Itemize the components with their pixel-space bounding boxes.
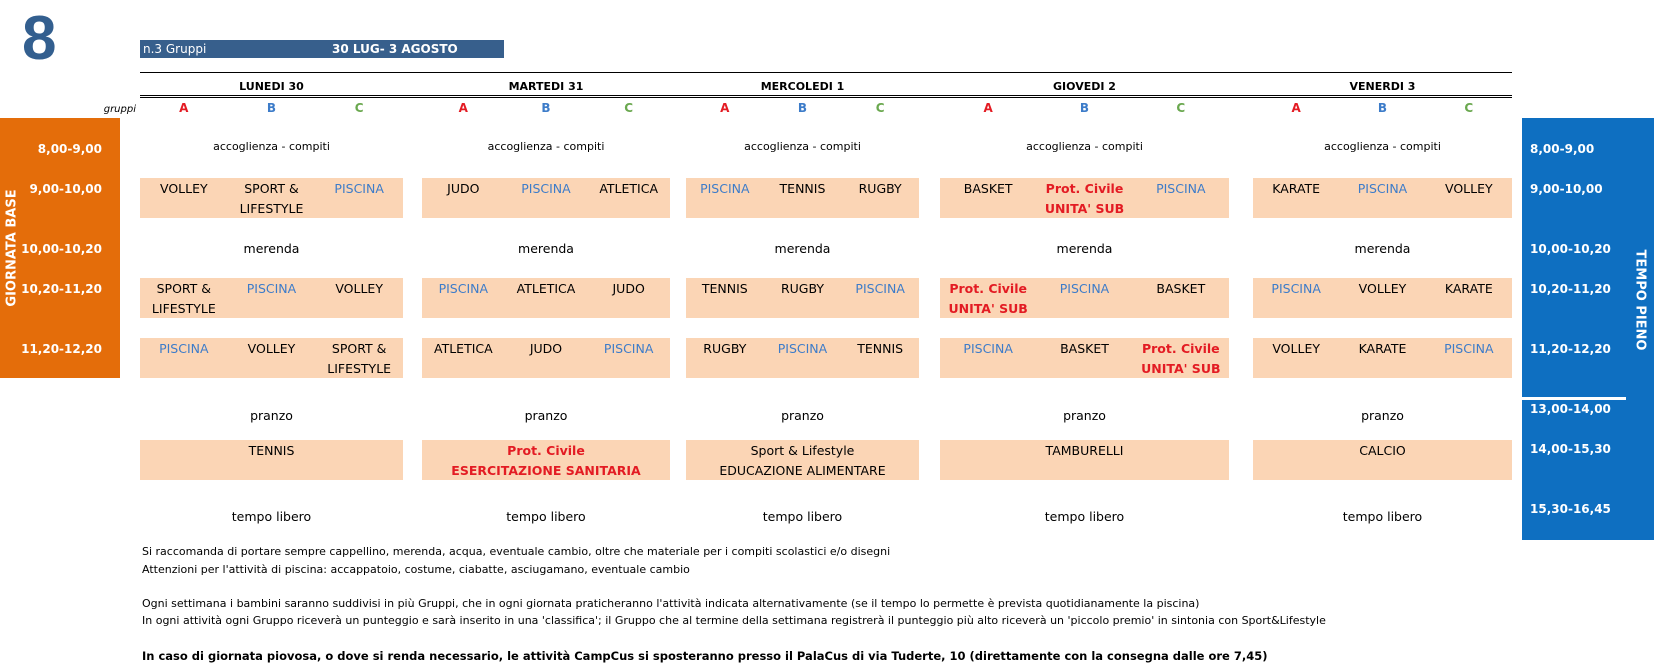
slot-label: accoglienza - compiti [213, 140, 330, 153]
giornata-base-label: GIORNATA BASE [4, 189, 20, 307]
group-letter: B [1377, 101, 1388, 115]
time-slot-left: 10,00-10,20 [21, 242, 102, 256]
activity-cell: VOLLEY [1358, 281, 1407, 296]
activity-cell: PISCINA [1271, 281, 1321, 296]
groups-count-label: n.3 Gruppi [143, 42, 207, 56]
activity-cell: VOLLEY [1445, 181, 1493, 196]
day-header: GIOVEDI 2 [1053, 80, 1116, 93]
top-rule [140, 72, 1512, 73]
activity-cell: PISCINA [1059, 281, 1110, 296]
note-rain: In caso di giornata piovosa, o dove si renda necessario, le attività CampCus si sposteranno presso il PalaCus di via Tuderte, 10 (direttamente con la consegna dalle ore 7,45) [142, 649, 1268, 663]
time-slot-right: 10,20-11,20 [1530, 282, 1611, 296]
activity-cell: TENNIS [701, 281, 748, 296]
time-slot-right: 11,20-12,20 [1530, 342, 1611, 356]
afternoon-activity: TAMBURELLI [1045, 443, 1124, 458]
time-slot-left: 9,00-10,00 [29, 182, 102, 196]
afternoon-activity: Sport & Lifestyle EDUCAZIONE ALIMENTARE [719, 443, 886, 478]
group-letter: B [541, 101, 551, 115]
tempo-pieno-label: TEMPO PIENO [1632, 249, 1648, 351]
activity-cell: TENNIS [779, 181, 826, 196]
activity-cell: Prot. Civile UNITA' SUB [1044, 181, 1125, 216]
slot-label: accoglienza - compiti [487, 140, 605, 153]
activity-cell: BASKET [1060, 341, 1109, 356]
slot-label: merenda [518, 241, 574, 256]
slot-label: pranzo [1361, 408, 1404, 423]
day-header: MARTEDI 31 [508, 80, 584, 93]
slot-label: merenda [774, 241, 831, 256]
group-letter: A [983, 101, 993, 115]
group-letter: B [1079, 101, 1090, 115]
activity-cell: KARATE [1272, 181, 1321, 196]
activity-cell: RUGBY [858, 181, 902, 196]
slot-label: pranzo [1063, 408, 1106, 423]
activity-cell: PISCINA [1156, 181, 1206, 196]
day-header: VENERDI 3 [1349, 80, 1416, 93]
slot-label: merenda [1056, 241, 1113, 256]
activity-cell: BASKET [963, 181, 1013, 196]
activity-cell: ATLETICA [433, 341, 493, 356]
activity-cell: RUGBY [703, 341, 747, 356]
group-letter: A [1291, 101, 1301, 115]
slot-label: accoglienza - compiti [1324, 140, 1441, 153]
time-slot-right: 8,00-9,00 [1530, 142, 1595, 156]
afternoon-activity: Prot. Civile ESERCITAZIONE SANITARIA [451, 443, 641, 478]
activity-cell: PISCINA [159, 341, 209, 356]
activity-cell: PISCINA [855, 281, 905, 296]
afternoon-activity: CALCIO [1359, 443, 1406, 458]
time-slot-right: 13,00-14,00 [1530, 402, 1611, 416]
time-slot-right: 15,30-16,45 [1530, 502, 1611, 516]
gruppi-label: gruppi [103, 104, 136, 115]
activity-cell: VOLLEY [1272, 341, 1320, 356]
activity-cell: KARATE [1358, 341, 1407, 356]
slot-label: merenda [1354, 241, 1411, 256]
activity-cell: SPORT & LIFESTYLE [151, 281, 216, 316]
header-banner [140, 40, 504, 58]
group-letter: A [179, 101, 189, 115]
time-slot-right: 10,00-10,20 [1530, 242, 1611, 256]
slot-label: pranzo [524, 408, 568, 423]
activity-cell: PISCINA [963, 341, 1013, 356]
activity-cell: PISCINA [777, 341, 828, 356]
time-slot-right: 9,00-10,00 [1530, 182, 1603, 196]
time-slot-left: 8,00-9,00 [37, 142, 102, 156]
activity-cell: JUDO [447, 181, 480, 196]
activity-cell: Prot. Civile UNITA' SUB [1141, 341, 1221, 376]
group-letter: C [624, 101, 634, 115]
week-number: 8 [22, 4, 57, 73]
slot-label: tempo libero [762, 509, 843, 524]
time-slot-right: 14,00-15,30 [1530, 442, 1611, 456]
activity-cell: VOLLEY [247, 341, 296, 356]
activity-cell: PISCINA [334, 181, 384, 196]
activity-cell: JUDO [612, 281, 645, 296]
slot-label: accoglienza - compiti [744, 140, 861, 153]
activity-cell: PISCINA [438, 281, 489, 296]
slot-label: tempo libero [506, 509, 586, 524]
group-letter: C [875, 101, 885, 115]
activity-cell: BASKET [1156, 281, 1206, 296]
day-rule-2 [140, 97, 1512, 98]
group-letter: C [1176, 101, 1186, 115]
activity-cell: PISCINA [603, 341, 654, 356]
group-letter: C [1464, 101, 1474, 115]
activity-cell: PISCINA [1444, 341, 1494, 356]
note-ranking: In ogni attività ogni Gruppo riceverà un punteggio e sarà inserito in una 'classifica'; il Gruppo che al termine della settimana registrerà il punteggio più alto riceverà un 'piccolo premio' in sintonia con Sport&Lifestyle [142, 614, 1326, 627]
activity-cell: SPORT & LIFESTYLE [239, 181, 304, 216]
slot-label: accoglienza - compiti [1026, 140, 1143, 153]
slot-label: merenda [243, 241, 300, 256]
activity-cell: ATLETICA [516, 281, 576, 296]
activity-cell: KARATE [1444, 281, 1493, 296]
note-groups: Ogni settimana i bambini saranno suddivisi in più Gruppi, che in ogni giornata praticheranno l'attività indicata alternativamente (se il tempo lo permette è prevista quotidianamente la piscina) [142, 597, 1200, 610]
time-slot-left: 10,20-11,20 [21, 282, 102, 296]
activity-cell: SPORT & LIFESTYLE [327, 341, 392, 376]
slot-label: pranzo [250, 408, 293, 423]
activity-cell: JUDO [529, 341, 563, 356]
slot-label: tempo libero [1342, 509, 1423, 524]
group-letter: B [266, 101, 277, 115]
day-header: LUNEDI 30 [239, 80, 304, 93]
time-slot-left: 11,20-12,20 [21, 342, 102, 356]
slot-label: tempo libero [1044, 509, 1125, 524]
activity-cell: PISCINA [521, 181, 571, 196]
activity-cell: VOLLEY [160, 181, 208, 196]
activity-cell: PISCINA [246, 281, 297, 296]
activity-cell: TENNIS [857, 341, 904, 356]
group-letter: B [797, 101, 808, 115]
note-equipment: Si raccomanda di portare sempre cappellino, merenda, acqua, eventuale cambio, oltre che materiale per i compiti scolastici e/o disegni [142, 545, 891, 558]
day-rule-1 [140, 95, 1512, 96]
week-dates: 30 LUG- 3 AGOSTO [332, 42, 458, 56]
day-header: MERCOLEDI 1 [760, 80, 845, 93]
activity-cell: Prot. Civile UNITA' SUB [948, 281, 1028, 316]
activity-cell: PISCINA [700, 181, 750, 196]
activity-cell: VOLLEY [335, 281, 383, 296]
group-letter: A [720, 101, 730, 115]
slot-label: tempo libero [231, 509, 312, 524]
activity-cell: RUGBY [780, 281, 825, 296]
activity-cell: PISCINA [1357, 181, 1408, 196]
note-pool: Attenzioni per l'attività di piscina: accappatoio, costume, ciabatte, asciugamano, eventuale cambio [142, 563, 690, 576]
band-separator [1522, 397, 1626, 400]
activity-cell: ATLETICA [599, 181, 658, 196]
group-letter: C [354, 101, 364, 115]
slot-label: pranzo [781, 408, 824, 423]
group-letter: A [458, 101, 468, 115]
afternoon-activity: TENNIS [248, 443, 295, 458]
